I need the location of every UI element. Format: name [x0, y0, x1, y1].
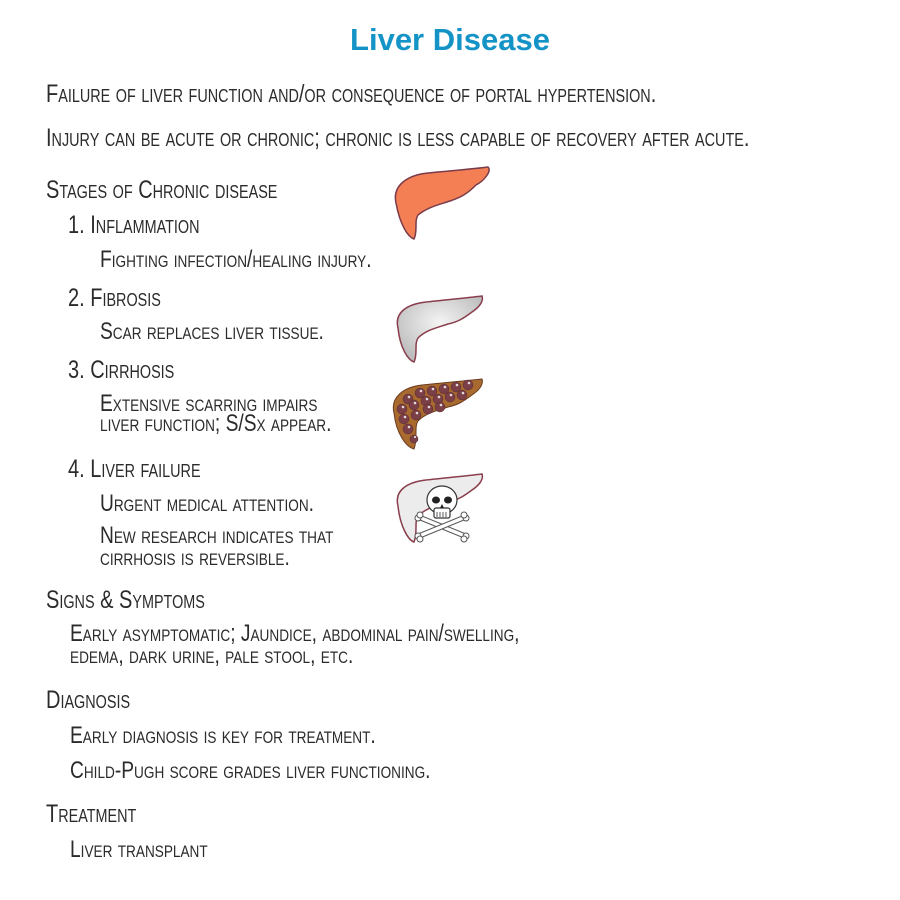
diagnosis-line: Early diagnosis is key for treatment. [70, 722, 376, 749]
intro-line: Injury can be acute or chronic; chronic is less capable of recovery after acute. [46, 124, 750, 152]
signs-line: Early asymptomatic; Jaundice, abdominal pain/swelling, [70, 620, 520, 647]
diagnosis-line: Child-Pugh score grades liver functioning. [70, 757, 431, 784]
stage-desc: Urgent medical attention. [100, 490, 314, 517]
stage-label: 1. Inflammation [68, 211, 200, 239]
stage-label: 3. Cirrhosis [68, 356, 175, 384]
stage-desc: Scar replaces liver tissue. [100, 318, 324, 345]
stage-label: 4. Liver failure [68, 455, 201, 483]
stage-desc: cirrhosis is reversible. [100, 544, 290, 571]
page-title: Liver Disease [350, 22, 550, 57]
signs-line: edema, dark urine, pale stool, etc. [70, 642, 354, 669]
stage-desc: liver function; S/Sx appear. [100, 410, 332, 437]
stage-desc: Extensive scarring impairs [100, 390, 318, 417]
stage-label: 2. Fibrosis [68, 284, 161, 312]
liver-cirrhosis-icon [388, 375, 484, 455]
diagnosis-heading: Diagnosis [46, 686, 131, 714]
signs-heading: Signs & Symptoms [46, 586, 205, 614]
treatment-line: Liver transplant [70, 836, 208, 863]
liver-fibrosis-icon [390, 292, 484, 368]
liver-failure-skull-icon [392, 470, 486, 550]
stage-desc: Fighting infection/healing injury. [100, 246, 372, 273]
stage-desc: New research indicates that [100, 522, 334, 549]
intro-line: Failure of liver function and/or consequence of portal hypertension. [46, 80, 657, 108]
treatment-heading: Treatment [46, 800, 137, 828]
stages-heading: Stages of Chronic disease [46, 176, 278, 204]
liver-healthy-icon [388, 163, 492, 243]
